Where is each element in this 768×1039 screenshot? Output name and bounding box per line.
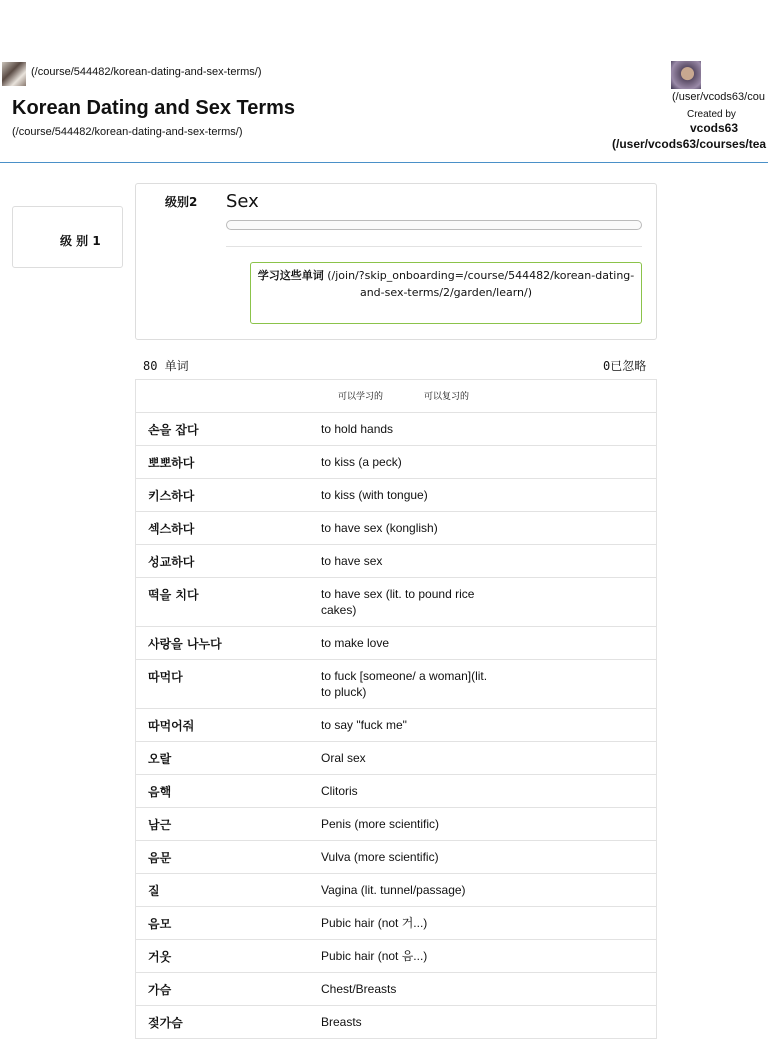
english-definition: to say "fuck me"	[321, 718, 407, 732]
table-row	[136, 1006, 656, 1039]
table-row	[136, 578, 656, 627]
english-definition: Pubic hair (not 음...)	[321, 949, 428, 963]
korean-term: 음핵	[148, 785, 172, 799]
table-row	[136, 841, 656, 874]
english-definition: to fuck [someone/ a woman](lit. to pluck)	[321, 669, 488, 699]
learn-button-link: (/join/?skip_onboarding=/course/544482/korean-dating-and-sex-terms/2/garden/learn/)	[327, 269, 635, 299]
ignored-count: 0已忽略	[603, 359, 647, 373]
level-1-label: 级 别 1	[60, 234, 101, 248]
table-row	[136, 627, 656, 660]
korean-term: 따먹어줘	[148, 719, 195, 733]
table-row	[136, 512, 656, 545]
avatar[interactable]	[671, 61, 701, 89]
level-number: 级别2	[165, 195, 198, 209]
course-thumbnail[interactable]	[2, 62, 26, 86]
table-row	[136, 808, 656, 841]
learn-button-label: 学习这些单词	[257, 269, 324, 282]
korean-term: 뽀뽀하다	[148, 456, 195, 470]
korean-term: 음모	[148, 917, 172, 931]
word-table	[135, 379, 657, 1039]
table-row	[136, 907, 656, 940]
table-row	[136, 479, 656, 512]
table-row	[136, 446, 656, 479]
user-courses-link[interactable]: (/user/vcods63/courses/tea	[612, 137, 767, 151]
level-progress-bar	[226, 220, 642, 230]
korean-term: 음문	[148, 851, 172, 865]
table-row	[136, 742, 656, 775]
user-profile-link[interactable]: (/user/vcods63/cou	[672, 91, 765, 103]
english-definition: Chest/Breasts	[321, 982, 397, 996]
level-1-nav-button[interactable]	[12, 206, 123, 268]
english-definition: to hold hands	[321, 422, 394, 436]
table-row	[136, 775, 656, 808]
level-card	[135, 183, 657, 340]
created-by-label: Created by	[687, 109, 736, 120]
korean-term: 섹스하다	[148, 522, 195, 536]
korean-term: 키스하다	[148, 489, 195, 503]
english-definition: to make love	[321, 636, 390, 650]
korean-term: 따먹다	[148, 670, 183, 684]
english-definition: Vulva (more scientific)	[321, 850, 439, 864]
korean-term: 사랑을 나누다	[148, 637, 222, 651]
word-filter-tabs	[136, 380, 656, 413]
english-definition: to kiss (with tongue)	[321, 488, 428, 502]
english-definition: Breasts	[321, 1015, 362, 1029]
word-rows	[136, 413, 656, 1039]
korean-term: 거웃	[148, 950, 172, 964]
english-definition: to have sex (lit. to pound rice cakes)	[321, 587, 475, 617]
english-definition: Pubic hair (not 거...)	[321, 916, 428, 930]
english-definition: to have sex (konglish)	[321, 521, 438, 535]
korean-term: 남근	[148, 818, 172, 832]
table-row	[136, 413, 656, 446]
table-row	[136, 709, 656, 742]
divider	[226, 246, 642, 247]
korean-term: 가슴	[148, 983, 172, 997]
tab-reviewable[interactable]: 可以复习的	[424, 392, 470, 402]
learn-words-button[interactable]	[250, 262, 642, 324]
course-header	[0, 0, 768, 163]
korean-term: 떡을 치다	[148, 588, 199, 602]
english-definition: Oral sex	[321, 751, 366, 765]
table-row	[136, 940, 656, 973]
english-definition: to have sex	[321, 554, 383, 568]
level-title: Sex	[226, 191, 259, 212]
korean-term: 질	[148, 884, 160, 898]
table-row	[136, 874, 656, 907]
english-definition: Clitoris	[321, 784, 358, 798]
korean-term: 손을 잡다	[148, 423, 199, 437]
korean-term: 성교하다	[148, 555, 195, 569]
creator-username[interactable]: vcods63	[690, 121, 739, 135]
korean-term: 오랄	[148, 752, 172, 766]
course-title[interactable]: Korean Dating and Sex Terms	[12, 97, 296, 119]
course-link-top[interactable]: (/course/544482/korean-dating-and-sex-terms/)	[31, 66, 262, 78]
course-link[interactable]: (/course/544482/korean-dating-and-sex-terms/)	[12, 126, 243, 138]
word-count: 80 单词	[143, 359, 189, 373]
english-definition: to kiss (a peck)	[321, 455, 402, 469]
english-definition: Penis (more scientific)	[321, 817, 440, 831]
table-row	[136, 660, 656, 709]
table-row	[136, 973, 656, 1006]
korean-term: 젖가슴	[148, 1016, 183, 1030]
english-definition: Vagina (lit. tunnel/passage)	[321, 883, 466, 897]
table-row	[136, 545, 656, 578]
tab-learnable[interactable]: 可以学习的	[338, 392, 384, 402]
